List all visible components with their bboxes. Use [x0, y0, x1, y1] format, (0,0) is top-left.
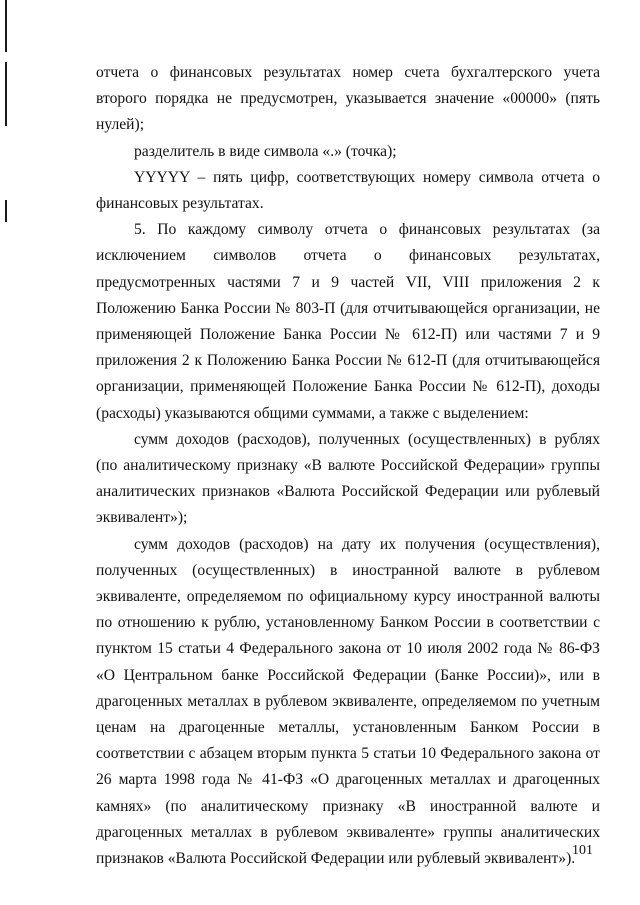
page-number: 101 — [572, 843, 593, 858]
paragraph-yyyyy: YYYYY – пять цифр, соответствующих номеру символа отчета о финансовых результатах. — [96, 168, 600, 213]
document-body — [96, 60, 600, 872]
scan-edge-mark-middle — [5, 62, 7, 126]
scan-edge-mark-top — [5, 0, 7, 52]
paragraph-rubles: сумм доходов (расходов), полученных (осуществленных) в рублях (по аналитическому признаку «В валюте Российской Федерации» группы аналитических признаков «Валюта Российской Федерации или рублевый эквивалент»); — [96, 430, 600, 527]
paragraph-separator: разделитель в виде символа «.» (точка); — [134, 142, 397, 160]
paragraph-foreign-currency: сумм доходов (расходов) на дату их получения (осуществления), полученных (осуществленных) в иностранной валюте в рублевом эквиваленте, определяемом по официальному курсу иностранной валюты по отношению к рублю, установленному Банком России в соответствии с пунктом 15 статьи 4 Федерального закона от 10 июля 2002 года № 86-ФЗ «О Центральном банке Российской Федерации (Банке России)», или в драгоценных металлах в рублевом эквиваленте, определяемом по учетным ценам на драгоценные металлы, установленным Банком России в соответствии с абзацем вторым пункта 5 статьи 10 Федерального закона от 26 марта 1998 года № 41-ФЗ «О драгоценных металлах и драгоценных камнях» (по аналитическому признаку «В иностранной валюте и драгоценных металлах в рублевом эквиваленте» группы аналитических признаков «Валюта Российской Федерации или рублевый эквивалент»). — [96, 535, 600, 868]
paragraph-continuation: отчета о финансовых результатах номер счета бухгалтерского учета второго порядка не предусмотрен, указывается значение «00000» (пять нулей); — [96, 64, 600, 134]
scan-edge-mark-lower — [5, 200, 7, 222]
paragraph-item-5: 5. По каждому символу отчета о финансовых результатах (за исключением символов отчета о финансовых результатах, предусмотренных частями 7 и 9 частей VII, VIII приложения 2 к Положению Банка России № 803-П (для отчитывающейся организации, не применяющей Положение Банка России № 612-П) или частями 7 и 9 приложения 2 к Положению Банка России № 612-П (для отчитывающейся организации, применяющей Положение Банка России № 612-П), доходы (расходы) указываются общими суммами, а также с выделением: — [96, 221, 600, 422]
